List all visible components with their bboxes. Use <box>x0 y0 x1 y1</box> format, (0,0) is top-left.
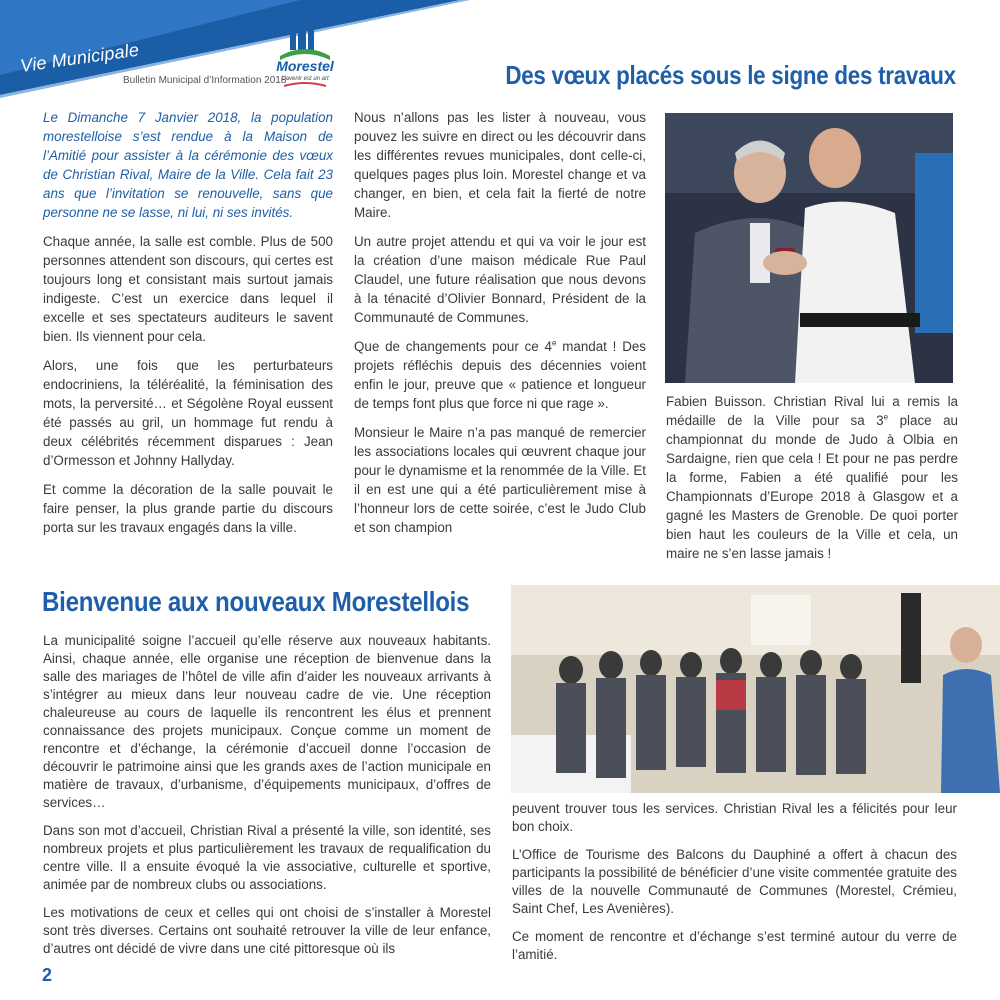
article1-lead: Le Dimanche 7 Janvier 2018, la population morestelloise s’est rendue à la Maison de l’Amitié pour assister à la cérémonie des vœux de Christian Rival, Maire de la Ville. Cela fait 23 ans que l’invitation se renouvelle, sans que personne ne se lasse, ni lui, ni ses invités. <box>43 110 333 220</box>
photo-reception <box>511 585 1000 793</box>
article2-paragraph: peuvent trouver tous les services. Christian Rival les a félicités pour leur bon choix. <box>512 801 957 834</box>
article2-paragraph: L’Office de Tourisme des Balcons du Dauphiné a offert à chacun des participants la possibilité de bénéficier d’une visite commentée gratuite des villes de la nouvelle Communauté de Communes (Morestel, Crémieu, Saint Chef, Les Avenières). <box>512 847 957 916</box>
article2-paragraph: La municipalité soigne l’accueil qu’elle réserve aux nouveaux habitants. Ainsi, chaque année, elle organise une réception de bienvenue dans la salle des mariages de l’hôtel de ville afin d’aider les nouveaux arrivants à s’intégrer au mieux dans leur nouveau cadre de vie. Une réception chaleureuse au cours de laquelle ils rencontrent les élus et prennent connaissance des projets municipaux. Conçue comme un moment de rencontre et d’échange, la cérémonie d’accueil donne l’occasion de découvrir le patrimoine ainsi que les grands axes de l’action municipale en matière de travaux, d’urbanisme, d’équipements municipaux, d’offres de services… <box>43 633 491 810</box>
article-title-voeux: Des vœux placés sous le signe des travaux <box>505 60 956 90</box>
logo-name: Morestel <box>276 58 334 74</box>
article1-column-1 <box>43 108 333 547</box>
superscript: e <box>551 338 557 348</box>
article1-paragraph: Un autre projet attendu et qui va voir le jour est la création d’une maison médicale Rue Paul Claudel, une future réalisation que nous devons à la ténacité d’Olivier Bonnard, Président de la Communauté de Communes. <box>354 234 646 325</box>
logo-tagline: L’avenir est un art <box>281 76 329 82</box>
superscript: e <box>883 412 889 422</box>
article2-paragraph: Les motivations de ceux et celles qui ont choisi de s’installer à Morestel sont très diverses. Certains ont souhaité retrouver la ville de leur enfance, d’autres ont décidé de vivre dans une cité pittoresque où ils <box>43 905 491 956</box>
article1-paragraph: Monsieur le Maire n’a pas manqué de remercier les associations locales qui œuvrent chaque jour pour le dynamisme et la renommée de la Ville. Et il en est une qui a été particulièrement mise à l’honneur lors de cette soirée, c’est le Judo Club et son champion <box>354 425 646 535</box>
article1-paragraph-champion <box>666 392 958 563</box>
article1-paragraph: Et comme la décoration de la salle pouvait le faire penser, la plus grande partie du discours porta sur les travaux engagés dans la ville. <box>43 482 333 535</box>
article1-column-3 <box>666 392 958 573</box>
text-segment: place au championnat du monde de Judo à Olbia en Sardaigne, rien que cela ! Et pour ne pas perdre la forme, Fabien a été qualifié pour les Championnats d’Europe 2018 à Glasgow et a gagné les Masters de Grenoble. De quoi porter bien haut les couleurs de la Ville et cela, un maire ne s’en lasse jamais ! <box>666 413 958 561</box>
section-label: Vie Municipale <box>19 39 141 77</box>
article-title-bienvenue: Bienvenue aux nouveaux Morestellois <box>42 586 470 617</box>
photo-judo-medal <box>665 113 953 383</box>
article2-paragraph: Dans son mot d’accueil, Christian Rival a présenté la ville, son identité, ses nombreux projets et plus particulièrement les travaux de requalification du centre ville. Il a ensuite évoqué la vie associative, culturelle et sportive, animée par de nombreux clubs ou associations. <box>43 823 491 892</box>
article1-paragraph: Nous n’allons pas les lister à nouveau, vous pouvez les suivre en direct ou les découvrir dans les différentes revues municipales, dont celle-ci, quelques pages plus loin. Morestel change et va changer, en bien, et cela fait la fierté de notre Maire. <box>354 110 646 220</box>
text-segment: Que de changements pour ce 4 <box>354 339 552 354</box>
header-banner <box>0 0 1000 110</box>
article1-column-2 <box>354 108 646 547</box>
page-number: 2 <box>42 965 53 985</box>
article2-column-1 <box>43 632 491 968</box>
article2-paragraph: Ce moment de rencontre et d’échange s’est terminé autour du verre de l’amitié. <box>512 929 957 962</box>
text-segment: mandat ! Des projets réfléchis depuis des décennies voient enfin le jour, preuve que « patience et longueur de temps font plus que force ni que rage ». <box>354 339 647 411</box>
text-segment: Fabien Buisson. Christian Rival lui a remis la médaille de la Ville pour sa 3 <box>666 394 958 428</box>
bulletin-label: Bulletin Municipal d’Information 2018 <box>123 75 287 86</box>
article1-paragraph-mandat <box>354 337 646 413</box>
article2-column-2 <box>512 800 957 974</box>
article1-paragraph: Alors, une fois que les perturbateurs endocriniens, la téléréalité, la féminisation des mots, la perversité… et Ségolène Royal eussent été passés au gril, un hommage fut rendu à deux célébrités récemment disparues : Jean d’Ormesson et Johnny Hallyday. <box>43 358 333 468</box>
article1-paragraph: Chaque année, la salle est comble. Plus de 500 personnes attendent son discours, qui certes est toujours long et consistant mais surtout jamais indigeste. C’est un exercice dans lequel il excelle et ses spectateurs auditeurs le savent bien. Ils viennent pour cela. <box>43 234 333 344</box>
